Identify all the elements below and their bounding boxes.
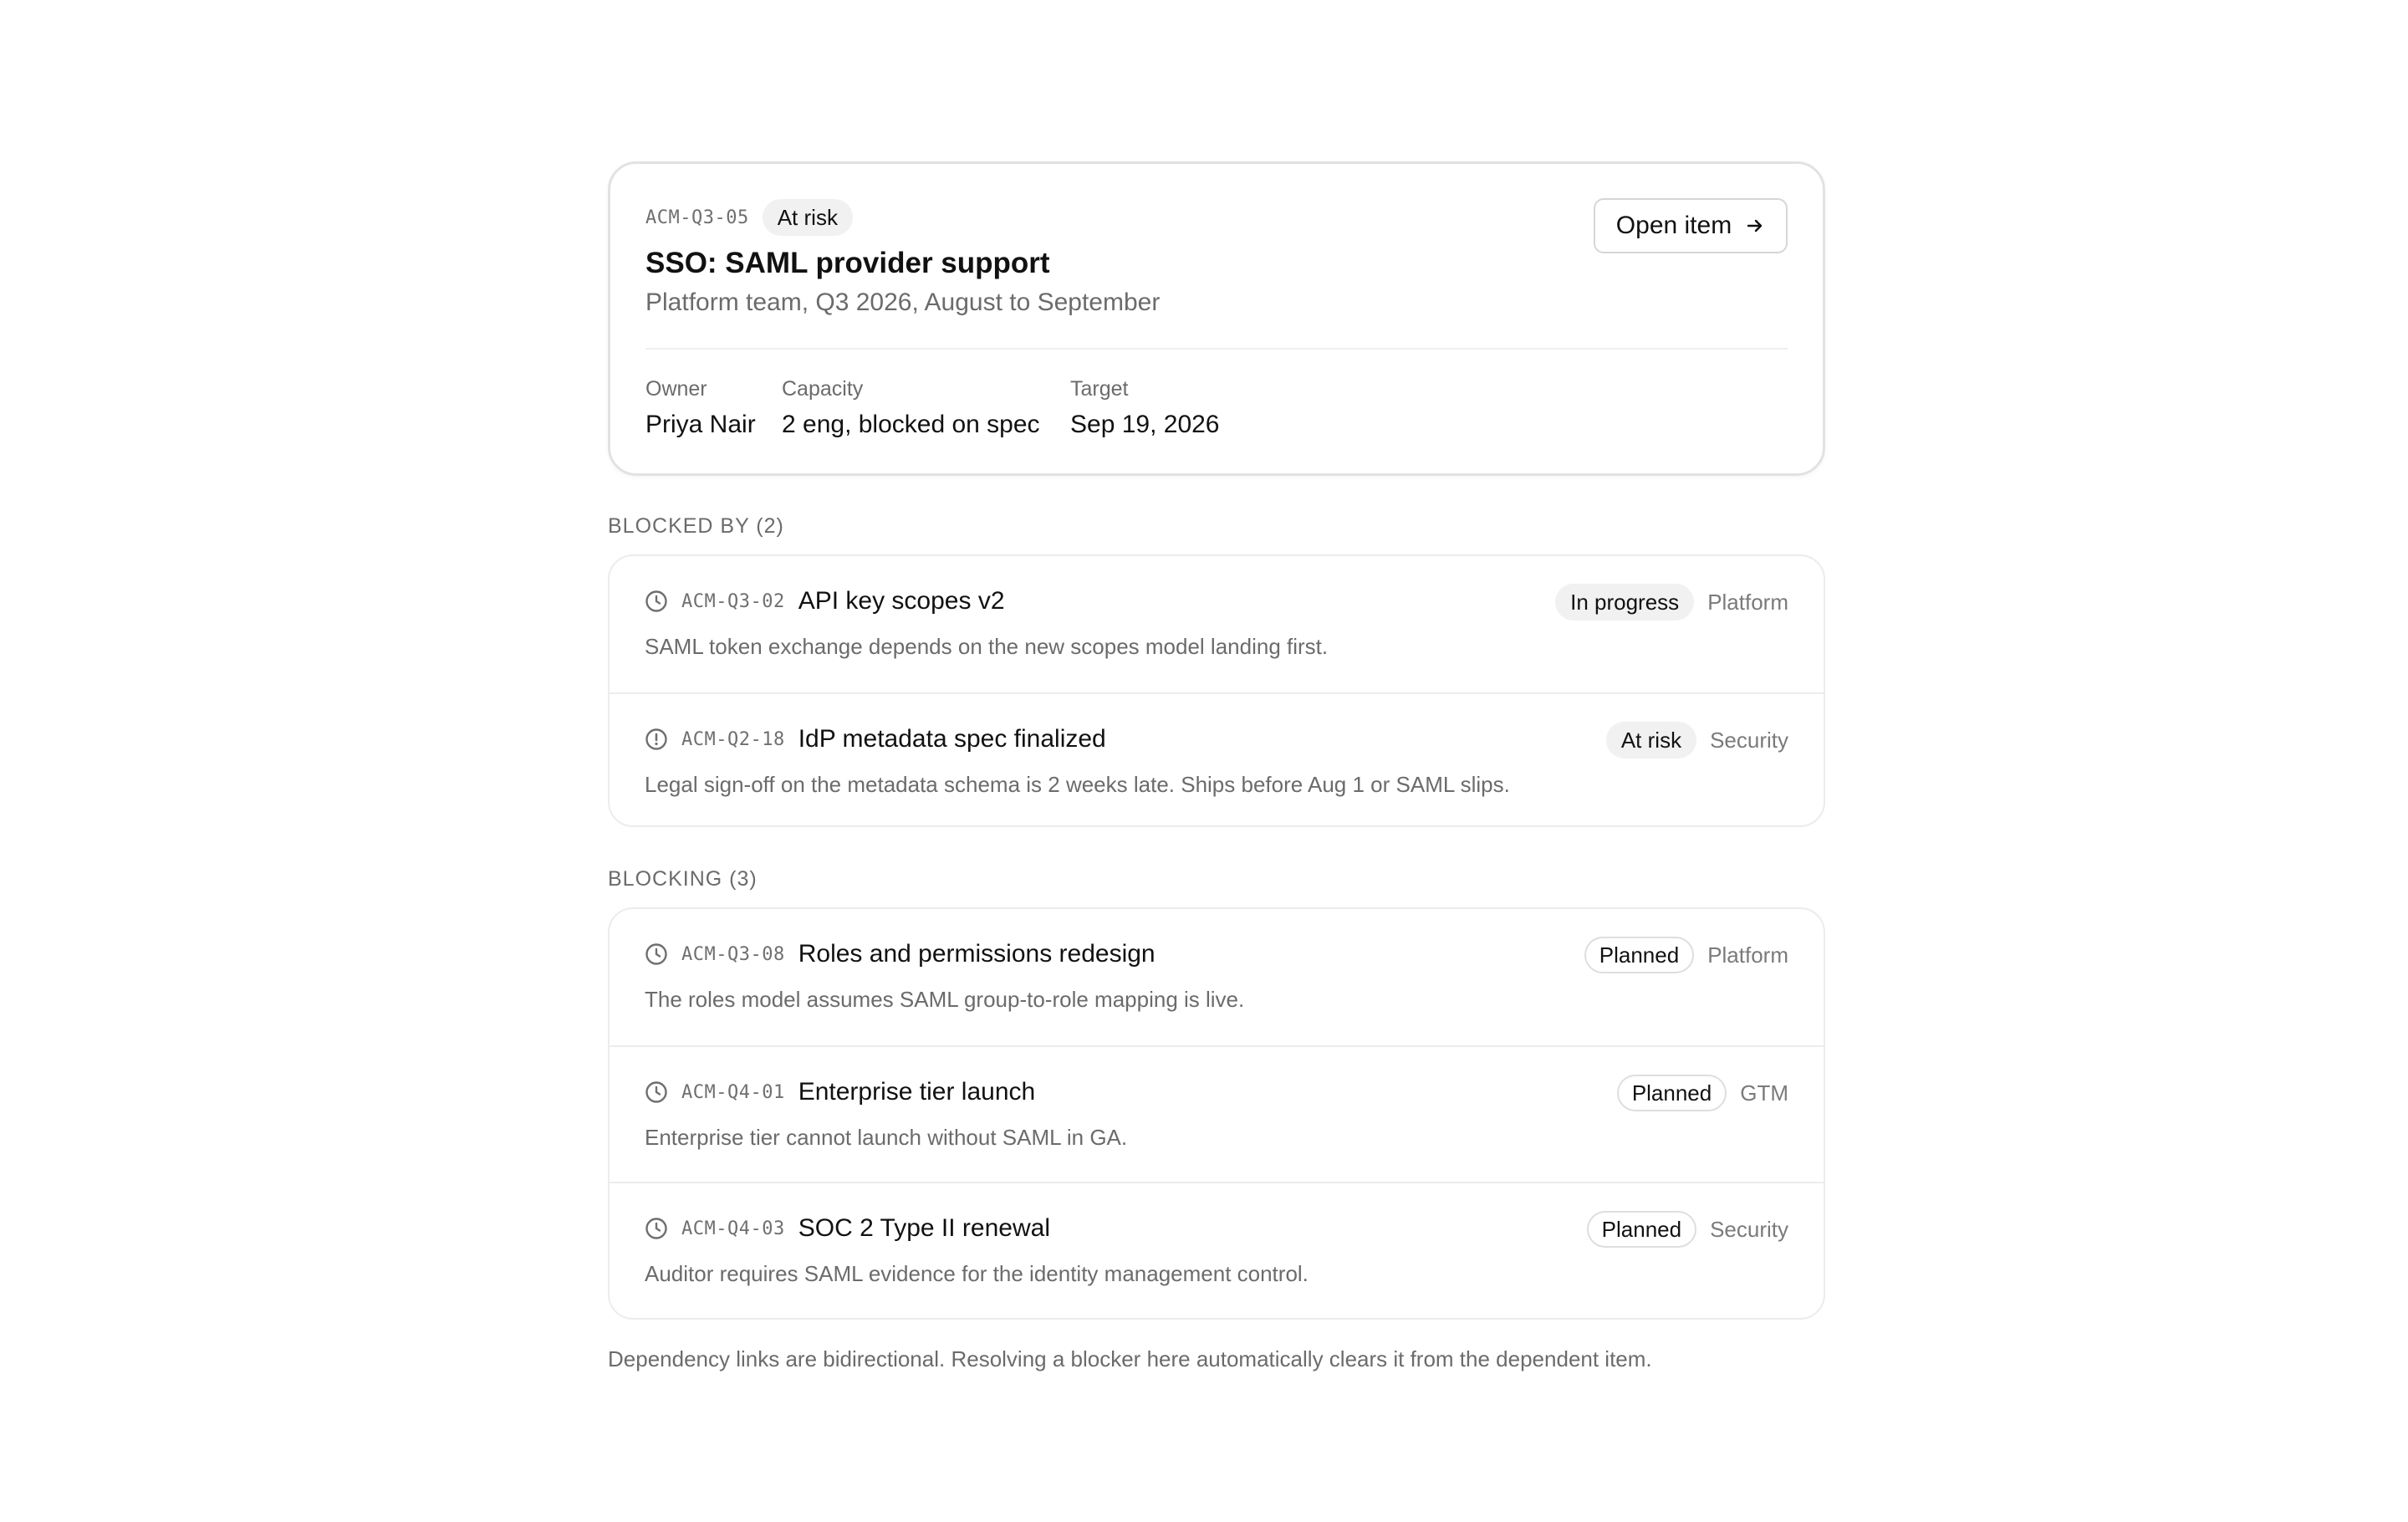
item-id-row (645, 199, 853, 236)
item-description: The roles model assumes SAML group-to-role mapping is live. (645, 987, 1245, 1012)
meta-target-value: Sep 19, 2026 (1070, 411, 1220, 438)
header-divider (645, 348, 1788, 350)
item-title[interactable]: IdP metadata spec finalized (798, 725, 1106, 753)
list-item[interactable] (610, 692, 1824, 825)
arrow-right-icon (1745, 216, 1765, 236)
footer-note: Dependency links are bidirectional. Resolving a blocker here automatically clears it from the dependent item. (608, 1346, 1652, 1371)
list-item[interactable] (610, 909, 1824, 1045)
meta-owner (645, 375, 756, 442)
alert-circle-icon (645, 728, 668, 751)
item-title[interactable]: Roles and permissions redesign (798, 940, 1156, 968)
dependency-panel (608, 161, 1825, 1374)
team-label: Security (1710, 1217, 1788, 1242)
item-description: SAML token exchange depends on the new scopes model landing first. (645, 634, 1329, 659)
meta-capacity-value: 2 eng, blocked on spec (782, 411, 1040, 438)
item-description: Auditor requires SAML evidence for the identity management control. (645, 1261, 1309, 1286)
clock-icon (645, 1080, 668, 1104)
team-label: Security (1710, 728, 1788, 753)
meta-capacity-key: Capacity (782, 377, 864, 401)
item-header-card (608, 161, 1825, 476)
blocked-by-list (608, 554, 1825, 827)
item-id: ACM-Q2-18 (681, 728, 785, 750)
team-label: GTM (1740, 1080, 1788, 1106)
item-title[interactable]: SOC 2 Type II renewal (798, 1214, 1050, 1242)
open-item-button[interactable] (1594, 198, 1788, 253)
list-item[interactable] (610, 1182, 1824, 1318)
item-title[interactable]: API key scopes v2 (798, 587, 1005, 615)
item-description: Enterprise tier cannot launch without SAML in GA. (645, 1125, 1128, 1150)
status-badge: At risk (763, 199, 853, 236)
clock-icon (645, 942, 668, 966)
blocking-label: BLOCKING (3) (608, 867, 758, 891)
list-item[interactable] (610, 556, 1824, 692)
item-id: ACM-Q3-05 (645, 207, 749, 228)
status-badge: Planned (1617, 1075, 1727, 1111)
list-item[interactable] (610, 1045, 1824, 1182)
blocking-list (608, 907, 1825, 1320)
status-badge: In progress (1555, 584, 1694, 621)
item-id: ACM-Q4-03 (681, 1218, 785, 1239)
meta-target-key: Target (1070, 377, 1129, 401)
status-badge: At risk (1606, 722, 1696, 758)
blocked-by-label: BLOCKED BY (2) (608, 514, 784, 538)
item-title: SSO: SAML provider support (645, 247, 1050, 279)
item-subtitle: Platform team, Q3 2026, August to September (645, 289, 1161, 316)
clock-icon (645, 1217, 668, 1240)
meta-owner-key: Owner (645, 377, 707, 401)
item-id: ACM-Q3-08 (681, 943, 785, 965)
team-label: Platform (1707, 942, 1788, 968)
meta-capacity (782, 375, 1040, 442)
status-badge: Planned (1587, 1211, 1696, 1248)
item-title[interactable]: Enterprise tier launch (798, 1078, 1036, 1106)
meta-owner-value: Priya Nair (645, 411, 756, 438)
clock-icon (645, 590, 668, 613)
item-id: ACM-Q4-01 (681, 1081, 785, 1103)
team-label: Platform (1707, 590, 1788, 615)
status-badge: Planned (1584, 937, 1694, 973)
meta-target (1070, 375, 1220, 442)
item-description: Legal sign-off on the metadata schema is 2 weeks late. Ships before Aug 1 or SAML slips. (645, 772, 1510, 797)
item-id: ACM-Q3-02 (681, 590, 785, 612)
open-item-label: Open item (1615, 212, 1732, 239)
